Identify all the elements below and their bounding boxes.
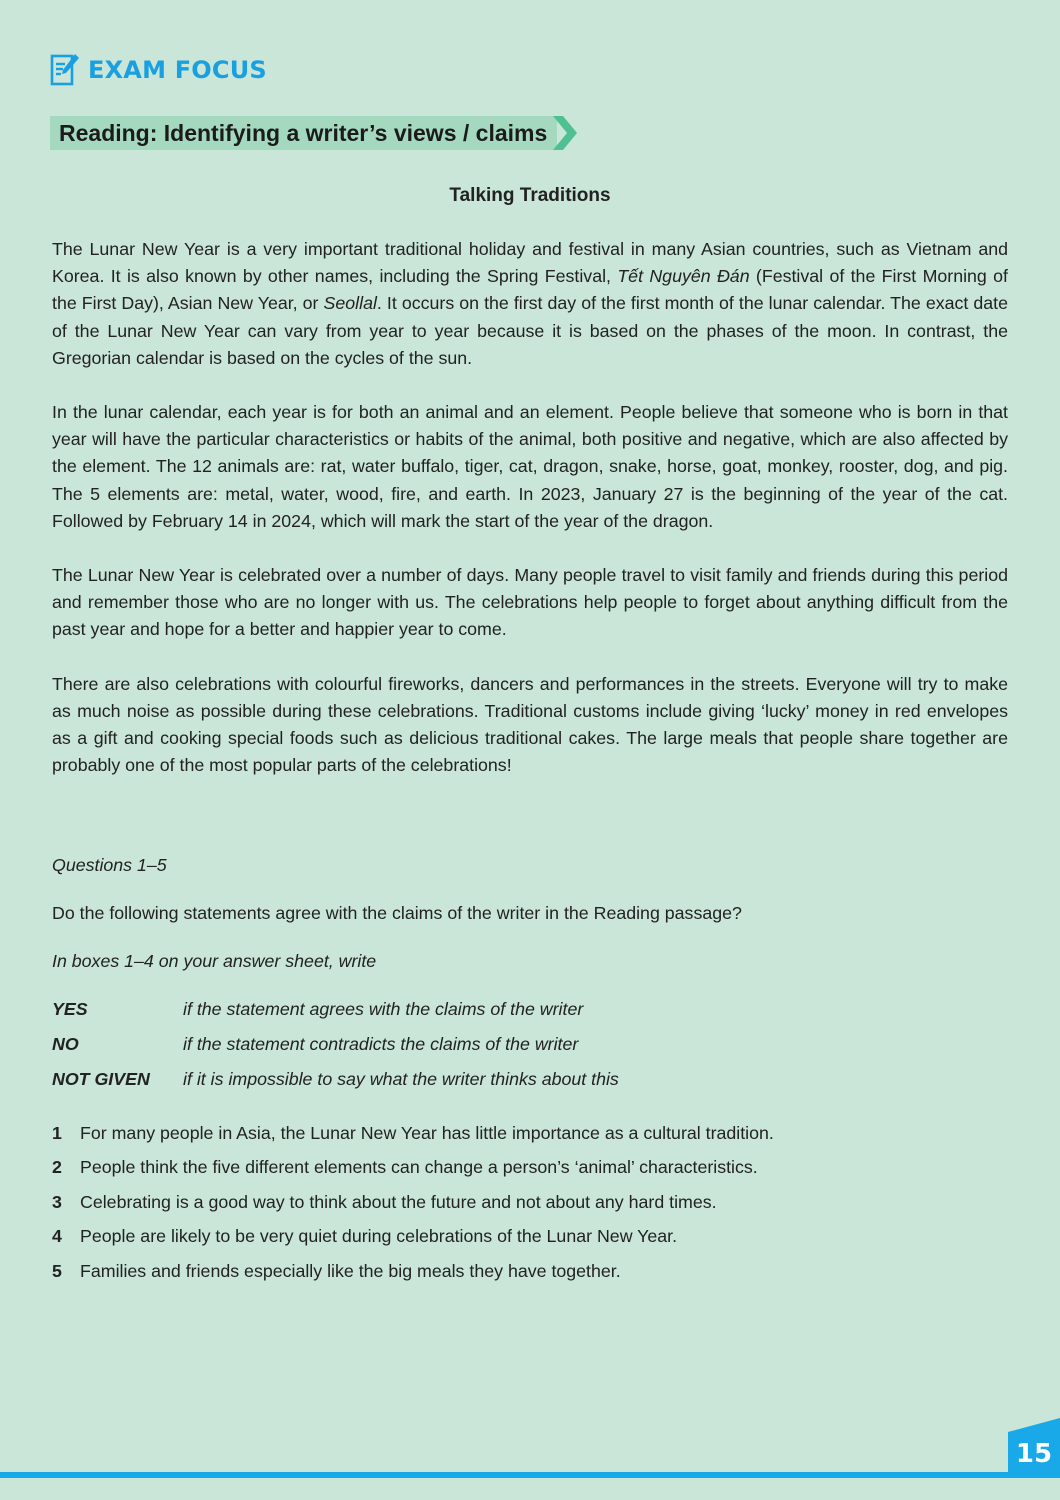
term-seollal: Seollal: [323, 293, 377, 314]
header-title: EXAM FOCUS: [88, 56, 267, 84]
section-banner-band: [50, 116, 557, 150]
key-meaning: if the statement agrees with the claims of the writer: [183, 999, 584, 1019]
question-list: [52, 1120, 1008, 1292]
question-number: 5: [52, 1260, 62, 1281]
questions-instruction: Do the following statements agree with the claims of the writer in the Reading passage?: [52, 903, 742, 923]
passage-paragraph-4: There are also celebrations with colourful fireworks, dancers and performances in the streets. Everyone will try to make as much noise as possible during these celebrations. Traditional customs include giving ‘lucky’ money in red envelopes as a gift and cooking special foods such as delicious traditional cakes. The large meals that people share together are probably one of the most popular parts of the celebrations!: [52, 673, 1008, 776]
key-meaning: if the statement contradicts the claims of the writer: [183, 1034, 579, 1054]
paragraph-1-text-c: . It occurs on the first day of the first month of the lunar calendar. The exact date of the Lunar New Year can vary from year to year because it is based on the phases of the moon. In contrast, the Gregorian calendar is based on the cycles of the sun.: [52, 293, 1008, 368]
chevron-right-icon: [551, 116, 577, 150]
page-number: 15: [1015, 1439, 1053, 1469]
question-number: 3: [52, 1191, 62, 1212]
question-text: Families and friends especially like the big meals they have together.: [80, 1260, 621, 1281]
section-title: Reading: Identifying a writer’s views / claims: [59, 119, 548, 146]
term-tet-nguyen-dan: Tết Nguyên Đán: [617, 266, 750, 287]
answer-key: [52, 996, 1008, 1101]
key-meaning: if it is impossible to say what the writer thinks about this: [183, 1069, 619, 1089]
questions-heading: Questions 1–5: [52, 855, 167, 875]
question-text: For many people in Asia, the Lunar New Year has little importance as a cultural tradition.: [80, 1123, 774, 1143]
question-text: People are likely to be very quiet during celebrations of the Lunar New Year.: [80, 1226, 678, 1247]
questions-section: [52, 852, 1008, 1281]
footer-strip: [0, 1472, 1060, 1478]
question-number: 1: [52, 1123, 62, 1143]
key-term: YES: [52, 999, 88, 1019]
passage-paragraph-3: The Lunar New Year is celebrated over a number of days. Many people travel to visit family and friends during this period and remember those who are no longer with us. The celebrations help people to forget about anything difficult from the past year and hope for a better and happier year to come.: [52, 565, 1008, 640]
question-text: Celebrating is a good way to think about the future and not about any hard times.: [80, 1191, 717, 1212]
page-number-tab: [1008, 1418, 1060, 1478]
question-number: 2: [52, 1157, 62, 1178]
section-banner: [50, 116, 577, 150]
passage-paragraph-2: In the lunar calendar, each year is for both an animal and an element. People believe that someone who is born in that year will have the particular characteristics or habits of the animal, both positive and negative, which are also affected by the element. The 12 animals are: rat, water buffalo, tiger, cat, dragon, snake, horse, goat, monkey, rooster, dog, and pig. The 5 elements are: metal, water, wood, fire, and earth. In 2023, January 27 is the beginning of the year of the cat. Followed by February 14 in 2024, which will mark the start of the year of the dragon.: [52, 402, 1008, 531]
paragraph-1-text-a: The Lunar New Year is a very important traditional holiday and festival in many Asian countries, such as Vietnam and Korea. It is also known by other names, including the Spring Festival,: [52, 239, 1008, 287]
answer-key-row: [52, 1031, 1008, 1066]
question-text: People think the five different elements can change a person’s ‘animal’ characteristics.: [80, 1157, 758, 1178]
key-term: NOT GIVEN: [52, 1069, 150, 1089]
passage-paragraph-1: [52, 236, 1008, 372]
question-item: [52, 1223, 1008, 1257]
paragraph-1-text-b: (Festival of the First Morning of the First Day), Asian New Year, or: [52, 266, 1008, 314]
answer-key-row: [52, 1066, 1008, 1101]
answer-key-row: [52, 996, 1008, 1031]
passage-title: Talking Traditions: [449, 185, 611, 206]
question-item: [52, 1120, 1008, 1154]
question-item: [52, 1258, 1008, 1292]
pencil-on-paper-icon: [50, 52, 80, 88]
reading-passage: [52, 236, 1008, 806]
question-item: [52, 1154, 1008, 1188]
exam-focus-header: [50, 50, 267, 90]
questions-sub-instruction: In boxes 1–4 on your answer sheet, write: [52, 951, 377, 971]
question-number: 4: [52, 1226, 62, 1247]
key-term: NO: [52, 1034, 79, 1054]
question-item: [52, 1189, 1008, 1223]
